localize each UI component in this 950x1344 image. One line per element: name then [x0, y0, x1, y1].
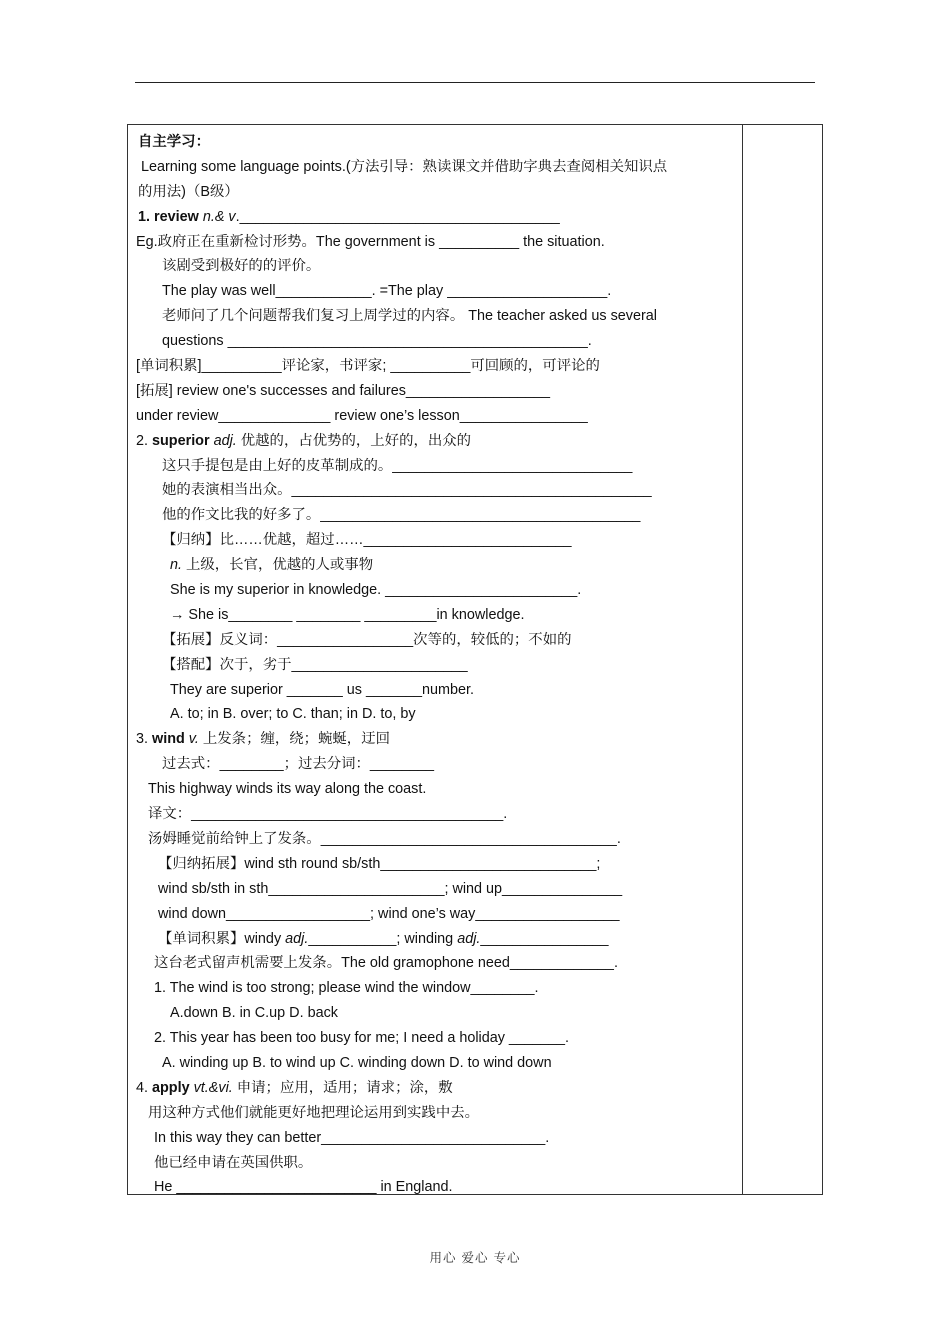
- wind-q2opts-line: A. winding up B. to wind up C. winding down D. to wind down: [162, 1054, 552, 1071]
- review-eg5-line: questions _____________________________________________.: [162, 333, 592, 350]
- wind-eg1-line: This highway winds its way along the coast.: [148, 781, 427, 798]
- wind-title-segment: 上发条；缠，绕；蜿蜒，迂回: [198, 731, 390, 748]
- wind-eg3-line: 汤姆睡觉前给钟上了发条。_____________________________________.: [148, 830, 621, 847]
- superior-ext-line: 【拓展】反义词：_________________次等的，较低的；不如的: [162, 631, 572, 648]
- wind-vocab-segment: adj.: [285, 930, 309, 947]
- superior-eg3-line: 他的作文比我的好多了。________________________________________: [162, 507, 641, 524]
- apply-eg4-line: He _________________________ in England.: [154, 1179, 453, 1196]
- review-title-line: [136, 205, 738, 230]
- review-eg4-line: 老师问了几个问题帮我们复习上周学过的内容。 The teacher asked us several: [162, 308, 657, 325]
- review-eg1-line: Eg.政府正在重新检讨形势。The government is __________ the situation.: [136, 233, 605, 250]
- superior-eg2-line: 她的表演相当出众。_____________________________________________: [162, 482, 652, 499]
- apply-title-segment: 4.: [136, 1079, 152, 1096]
- apply-title-line: [136, 1076, 738, 1101]
- superior-title-segment: adj.: [213, 432, 237, 449]
- apply-eg1-line: 用这种方式他们就能更好地把理论运用到实践中去。: [148, 1104, 479, 1121]
- wind-title-segment: wind: [152, 731, 185, 748]
- superior-eg5-line: → She is________ ________ _________in knowledge.: [170, 606, 525, 623]
- wind-title-segment: v.: [184, 731, 199, 748]
- worksheet-table: [127, 124, 823, 1195]
- superior-title-line: [136, 429, 738, 454]
- column-divider: [742, 125, 743, 1194]
- wind-sum3-line: wind down__________________; wind one’s way__________________: [158, 905, 620, 922]
- wind-q2-line: 2. This year has been too busy for me; I need a holiday _______.: [154, 1030, 569, 1047]
- wind-vocab-segment: 【单词积累】windy: [158, 930, 286, 947]
- wind-vocab-line: [136, 927, 738, 952]
- header-rule: [135, 82, 815, 83]
- review-title-segment: 1. review: [138, 208, 203, 225]
- superior-title-segment: 2.: [136, 432, 152, 449]
- superior-title-segment: 优越的，占优势的，上好的，出众的: [236, 432, 472, 449]
- wind-vocab-segment: adj.: [457, 930, 481, 947]
- apply-title-segment: 申请；应用，适用；请求；涂，敷: [232, 1079, 453, 1096]
- review-title-segment: n.& v: [202, 208, 236, 225]
- apply-eg2-line: In this way they can better____________________________.: [154, 1129, 550, 1146]
- apply-title-segment: vt.&vi.: [189, 1079, 233, 1096]
- review-eg2-line: 该剧受到极好的的评价。: [162, 258, 321, 275]
- superior-eg4-line: She is my superior in knowledge. ________________________.: [170, 582, 582, 599]
- review-ext2-line: under review______________ review one’s lesson________________: [136, 407, 588, 424]
- intro-line: Learning some language points.(方法引导：熟读课文并借助字典去查阅相关知识点: [141, 158, 668, 175]
- review-ext1-line: [拓展] review one's successes and failures__________________: [136, 382, 550, 399]
- wind-vocab-segment: ___________; winding: [308, 930, 458, 947]
- review-vocab-line: [单词积累]__________评论家，书评家; __________可回顾的，可评论的: [136, 358, 600, 375]
- wind-eg2-line: 译文：_______________________________________.: [148, 806, 508, 823]
- superior-col-line: 【搭配】次于，劣于______________________: [162, 656, 468, 673]
- superior-eg1-line: 这只手提包是由上好的皮革制成的。______________________________: [162, 457, 633, 474]
- superior-title-segment: superior: [152, 432, 214, 449]
- apply-eg3-line: 他已经申请在英国供职。: [154, 1154, 313, 1171]
- review-title-segment: .________________________________________: [235, 208, 560, 225]
- superior-q-line: They are superior _______ us _______number.: [170, 681, 475, 698]
- apply-title-segment: apply: [152, 1079, 190, 1096]
- footer-text: 用心 爱心 专心: [429, 1250, 521, 1265]
- heading-line: 自主学习：: [138, 134, 210, 150]
- superior-noun-segment: n.: [170, 557, 183, 574]
- superior-opts-line: A. to; in B. over; to C. than; in D. to, by: [170, 706, 416, 723]
- wind-sum2-line: wind sb/sth in sth______________________; wind up_______________: [158, 880, 623, 897]
- superior-sum-line: 【归纳】比……优越，超过……__________________________: [162, 532, 572, 549]
- wind-sum1-line: 【归纳拓展】wind sth round sb/sth___________________________;: [158, 855, 601, 872]
- wind-q1opts-line: A.down B. in C.up D. back: [170, 1005, 338, 1022]
- superior-noun-segment: 上级，长官，优越的人或事物: [182, 557, 374, 574]
- wind-forms-line: 过去式：________；过去分词：________: [162, 756, 434, 773]
- main-column: [136, 130, 738, 1200]
- superior-noun-line: [136, 553, 738, 578]
- wind-vocab-segment: ________________: [480, 930, 609, 947]
- review-eg3-line: The play was well____________. =The play ____________________.: [162, 283, 612, 300]
- intro2-line: 的用法)（B级）: [138, 183, 239, 200]
- wind-eg4-line: 这台老式留声机需要上发条。The old gramophone need_____________.: [154, 955, 618, 972]
- wind-title-line: [136, 727, 738, 752]
- wind-q1-line: 1. The wind is too strong; please wind the window________.: [154, 980, 539, 997]
- wind-title-segment: 3.: [136, 731, 152, 748]
